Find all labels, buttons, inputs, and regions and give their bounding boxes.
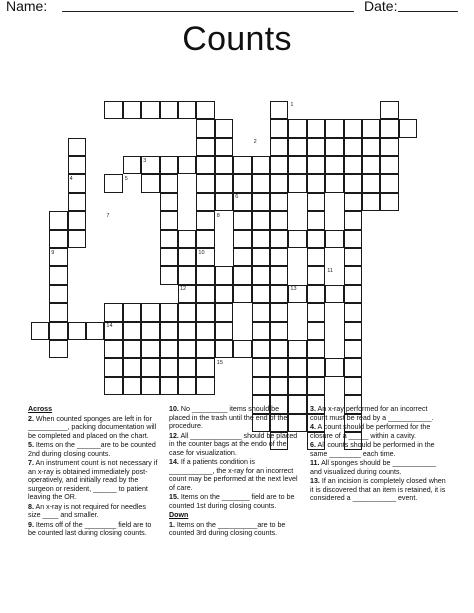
across-heading: Across xyxy=(28,405,53,413)
grid-cell[interactable] xyxy=(233,340,251,358)
grid-cell[interactable] xyxy=(178,358,196,376)
grid-cell[interactable] xyxy=(252,322,270,340)
grid-cell[interactable] xyxy=(123,101,141,119)
grid-cell[interactable] xyxy=(233,156,251,174)
grid-cell[interactable] xyxy=(196,156,214,174)
clue-item xyxy=(310,405,446,422)
grid-cell[interactable] xyxy=(49,266,67,284)
grid-cell[interactable] xyxy=(160,358,178,376)
grid-cell[interactable] xyxy=(270,377,288,395)
grid-cell[interactable] xyxy=(252,174,270,192)
clue-text: Items on the _______ field are to be counted 1st during closing counts. xyxy=(169,493,295,510)
clue-item xyxy=(28,503,160,520)
grid-cell[interactable] xyxy=(270,174,288,192)
page-title: Counts xyxy=(182,20,292,58)
clue-number: 15 xyxy=(216,359,223,366)
grid-cell[interactable] xyxy=(160,211,178,229)
grid-cell[interactable] xyxy=(141,174,159,192)
clue-number: 3 xyxy=(143,157,147,164)
grid-cell[interactable] xyxy=(160,303,178,321)
grid-cell[interactable] xyxy=(215,174,233,192)
grid-cell[interactable] xyxy=(141,322,159,340)
grid-cell[interactable] xyxy=(252,230,270,248)
clue-number: 1 xyxy=(290,102,294,109)
clue-text: A count should be performed for the closure of a _____ within a cavity. xyxy=(310,423,431,440)
grid-cell[interactable] xyxy=(68,322,86,340)
clue-text: All counts should be performed in the same ________ each time. xyxy=(310,441,435,458)
grid-cell[interactable] xyxy=(344,193,362,211)
grid-cell[interactable] xyxy=(196,266,214,284)
grid-cell[interactable] xyxy=(344,266,362,284)
grid-cell[interactable] xyxy=(196,230,214,248)
grid-cell[interactable] xyxy=(141,377,159,395)
grid-cell[interactable] xyxy=(233,285,251,303)
grid-cell[interactable] xyxy=(270,248,288,266)
grid-cell[interactable] xyxy=(141,358,159,376)
grid-cell[interactable] xyxy=(307,266,325,284)
grid-cell[interactable] xyxy=(325,138,343,156)
grid-cell[interactable] xyxy=(307,285,325,303)
clue-item xyxy=(310,459,446,476)
grid-cell[interactable] xyxy=(252,358,270,376)
clue-number-label: 10. xyxy=(169,405,179,413)
grid-cell[interactable] xyxy=(141,340,159,358)
grid-cell[interactable] xyxy=(68,193,86,211)
grid-cell[interactable] xyxy=(68,138,86,156)
grid-cell[interactable] xyxy=(160,377,178,395)
grid-cell[interactable] xyxy=(288,230,306,248)
grid-cell[interactable] xyxy=(325,156,343,174)
grid-cell[interactable] xyxy=(307,230,325,248)
grid-cell[interactable] xyxy=(196,119,214,137)
grid-cell[interactable] xyxy=(196,193,214,211)
clue-number: 11 xyxy=(327,267,333,274)
grid-cell[interactable] xyxy=(31,322,49,340)
grid-cell[interactable] xyxy=(270,322,288,340)
grid-cell[interactable] xyxy=(380,101,398,119)
grid-cell[interactable] xyxy=(160,174,178,192)
clue-number-label: 3. xyxy=(310,405,316,413)
grid-cell[interactable] xyxy=(252,266,270,284)
grid-cell[interactable] xyxy=(178,322,196,340)
grid-cell[interactable] xyxy=(160,340,178,358)
grid-cell[interactable] xyxy=(362,119,380,137)
grid-cell[interactable] xyxy=(215,285,233,303)
grid-cell[interactable] xyxy=(141,101,159,119)
clue-number-label: 13. xyxy=(310,477,320,485)
grid-cell[interactable] xyxy=(307,119,325,137)
grid-cell[interactable] xyxy=(399,119,417,137)
grid-cell[interactable] xyxy=(307,340,325,358)
clue-number: 6 xyxy=(235,194,239,201)
grid-cell[interactable] xyxy=(123,358,141,376)
clue-number: 8 xyxy=(216,212,220,219)
clue-number-label: 11. xyxy=(310,459,320,467)
grid-cell[interactable] xyxy=(160,193,178,211)
grid-cell[interactable] xyxy=(196,211,214,229)
grid-cell[interactable] xyxy=(196,285,214,303)
grid-cell[interactable] xyxy=(123,340,141,358)
grid-cell[interactable] xyxy=(160,266,178,284)
grid-cell[interactable] xyxy=(215,193,233,211)
clue-text: All _____________ should be placed in the counter bags at the endo of the case for visualization. xyxy=(169,431,298,457)
grid-cell[interactable] xyxy=(196,138,214,156)
grid-cell[interactable] xyxy=(178,248,196,266)
clue-item xyxy=(310,477,446,503)
clue-item xyxy=(28,415,160,441)
grid-cell[interactable] xyxy=(49,303,67,321)
clue-number: 10 xyxy=(198,249,205,256)
grid-cell[interactable] xyxy=(307,322,325,340)
grid-cell[interactable] xyxy=(215,340,233,358)
grid-cell[interactable] xyxy=(307,156,325,174)
grid-cell[interactable] xyxy=(380,119,398,137)
grid-cell[interactable] xyxy=(104,340,122,358)
grid-cell[interactable] xyxy=(362,138,380,156)
grid-cell[interactable] xyxy=(68,211,86,229)
grid-cell[interactable] xyxy=(123,303,141,321)
grid-cell[interactable] xyxy=(270,138,288,156)
grid-cell[interactable] xyxy=(362,193,380,211)
grid-cell[interactable] xyxy=(215,119,233,137)
grid-cell[interactable] xyxy=(68,156,86,174)
date-label: Date: xyxy=(364,0,398,14)
clue-text: If a patients condition is ___________, the x-ray for an incorrect count may be performed at the next level of care. xyxy=(169,458,298,492)
grid-cell[interactable] xyxy=(344,230,362,248)
grid-cell[interactable] xyxy=(252,340,270,358)
grid-cell[interactable] xyxy=(288,119,306,137)
clue-text: An x-ray performed for an incorrect count must be read by a ___________. xyxy=(310,405,434,422)
clue-text: An x-ray is not required for needles size ____ and smaller. xyxy=(28,502,146,519)
grid-cell[interactable] xyxy=(307,358,325,376)
grid-cell[interactable] xyxy=(178,377,196,395)
clue-text: Items on the __________are to be counted 3rd during closing counts. xyxy=(169,520,286,537)
grid-cell[interactable] xyxy=(270,101,288,119)
grid-cell[interactable] xyxy=(362,174,380,192)
grid-cell[interactable] xyxy=(196,303,214,321)
grid-cell[interactable] xyxy=(233,230,251,248)
grid-cell[interactable] xyxy=(160,248,178,266)
grid-cell[interactable] xyxy=(344,248,362,266)
grid-cell[interactable] xyxy=(344,377,362,395)
grid-cell[interactable] xyxy=(196,322,214,340)
grid-cell[interactable] xyxy=(270,193,288,211)
clue-item xyxy=(28,521,160,538)
grid-cell[interactable] xyxy=(215,138,233,156)
clue-number: 7 xyxy=(106,212,110,219)
clue-number: 4 xyxy=(69,175,73,182)
clue-item xyxy=(169,405,301,431)
grid-cell[interactable] xyxy=(270,156,288,174)
grid-cell[interactable] xyxy=(270,230,288,248)
grid-cell[interactable] xyxy=(252,377,270,395)
grid-cell[interactable] xyxy=(270,119,288,137)
grid-cell[interactable] xyxy=(362,156,380,174)
grid-cell[interactable] xyxy=(252,193,270,211)
clue-item xyxy=(28,459,160,502)
clue-item xyxy=(28,441,160,458)
grid-cell[interactable] xyxy=(160,101,178,119)
grid-cell[interactable] xyxy=(288,138,306,156)
clue-number: 9 xyxy=(51,249,55,256)
grid-cell[interactable] xyxy=(104,101,122,119)
grid-cell[interactable] xyxy=(178,156,196,174)
clue-number-label: 7. xyxy=(28,459,34,467)
clue-number-label: 5. xyxy=(28,441,34,449)
name-label: Name: xyxy=(6,0,48,14)
grid-cell[interactable] xyxy=(233,248,251,266)
grid-cell[interactable] xyxy=(49,230,67,248)
grid-cell[interactable] xyxy=(233,174,251,192)
clue-text: No _________ items should be placed in the trash until the end of the procedure. xyxy=(169,405,288,430)
clues-across-column-2 xyxy=(169,405,301,539)
grid-cell[interactable] xyxy=(344,358,362,376)
clue-item xyxy=(310,423,446,440)
grid-cell[interactable] xyxy=(325,119,343,137)
grid-cell[interactable] xyxy=(325,358,343,376)
grid-cell[interactable] xyxy=(252,211,270,229)
grid-cell[interactable] xyxy=(196,101,214,119)
grid-cell[interactable] xyxy=(252,285,270,303)
grid-cell[interactable] xyxy=(104,303,122,321)
clue-item xyxy=(310,441,446,458)
grid-cell[interactable] xyxy=(270,266,288,284)
grid-cell[interactable] xyxy=(380,138,398,156)
grid-cell[interactable] xyxy=(307,211,325,229)
grid-cell[interactable] xyxy=(252,156,270,174)
grid-cell[interactable] xyxy=(270,340,288,358)
grid-cell[interactable] xyxy=(252,303,270,321)
clue-number-label: 9. xyxy=(28,520,34,529)
grid-cell[interactable] xyxy=(178,303,196,321)
grid-cell[interactable] xyxy=(288,156,306,174)
grid-cell[interactable] xyxy=(178,340,196,358)
grid-cell[interactable] xyxy=(123,322,141,340)
grid-cell[interactable] xyxy=(270,358,288,376)
clue-number: 13 xyxy=(290,286,297,293)
clue-number-label: 2. xyxy=(28,414,34,423)
grid-cell[interactable] xyxy=(344,285,362,303)
grid-cell[interactable] xyxy=(344,340,362,358)
grid-cell[interactable] xyxy=(288,340,306,358)
clue-text: When counted sponges are left in for __________, packing documentation will be completed and placed on the chart. xyxy=(28,414,157,440)
clue-item xyxy=(169,458,301,492)
grid-cell[interactable] xyxy=(178,266,196,284)
grid-cell[interactable] xyxy=(380,174,398,192)
grid-cell[interactable] xyxy=(178,230,196,248)
clue-number-label: 15. xyxy=(169,493,179,501)
clue-item xyxy=(169,521,301,538)
clue-text: All sponges should be ___________ and visualized during counts. xyxy=(310,459,436,476)
grid-cell[interactable] xyxy=(49,322,67,340)
grid-cell[interactable] xyxy=(123,156,141,174)
clue-number-label: 12. xyxy=(169,431,179,440)
clue-number-label: 1. xyxy=(169,520,175,529)
grid-cell[interactable] xyxy=(196,174,214,192)
clue-number: 12 xyxy=(180,286,187,293)
grid-cell[interactable] xyxy=(104,174,122,192)
grid-cell[interactable] xyxy=(307,138,325,156)
grid-cell[interactable] xyxy=(215,156,233,174)
clue-number-label: 8. xyxy=(28,502,34,511)
grid-cell[interactable] xyxy=(215,322,233,340)
grid-cell[interactable] xyxy=(215,303,233,321)
grid-cell[interactable] xyxy=(178,101,196,119)
clue-number-label: 4. xyxy=(310,423,316,431)
grid-cell[interactable] xyxy=(270,303,288,321)
grid-cell[interactable] xyxy=(270,211,288,229)
grid-cell[interactable] xyxy=(196,340,214,358)
grid-cell[interactable] xyxy=(233,266,251,284)
grid-cell[interactable] xyxy=(344,303,362,321)
grid-cell[interactable] xyxy=(49,285,67,303)
grid-cell[interactable] xyxy=(344,138,362,156)
grid-cell[interactable] xyxy=(104,377,122,395)
clue-item xyxy=(169,432,301,458)
grid-cell[interactable] xyxy=(233,211,251,229)
grid-cell[interactable] xyxy=(307,303,325,321)
clue-number: 14 xyxy=(106,323,113,330)
clue-item xyxy=(169,493,301,510)
grid-cell[interactable] xyxy=(307,193,325,211)
grid-cell[interactable] xyxy=(380,193,398,211)
clue-number: 2 xyxy=(253,139,257,146)
grid-cell[interactable] xyxy=(68,230,86,248)
grid-cell[interactable] xyxy=(307,377,325,395)
grid-cell[interactable] xyxy=(160,322,178,340)
clues-across-column-1 xyxy=(28,405,160,539)
clue-number: 5 xyxy=(124,175,128,182)
grid-cell[interactable] xyxy=(288,377,306,395)
grid-cell[interactable] xyxy=(49,340,67,358)
clues-down-column-3 xyxy=(310,405,446,504)
grid-cell[interactable] xyxy=(307,248,325,266)
grid-cell[interactable] xyxy=(325,230,343,248)
grid-cell[interactable] xyxy=(270,285,288,303)
grid-cell[interactable] xyxy=(344,156,362,174)
grid-cell[interactable] xyxy=(325,174,343,192)
grid-cell[interactable] xyxy=(104,358,122,376)
grid-cell[interactable] xyxy=(215,266,233,284)
grid-cell[interactable] xyxy=(123,377,141,395)
clue-text: Items off of the ________ field are to be counted last during closing counts. xyxy=(28,520,152,537)
grid-cell[interactable] xyxy=(344,322,362,340)
grid-cell[interactable] xyxy=(49,211,67,229)
grid-cell[interactable] xyxy=(325,285,343,303)
grid-cell[interactable] xyxy=(141,303,159,321)
grid-cell[interactable] xyxy=(344,211,362,229)
grid-cell[interactable] xyxy=(344,174,362,192)
clue-text: An instrument count is not necessary if an x-ray is obtained immediately post-operatively, and initially read by the surgeon or resident, ______ to patient leaving the OR. xyxy=(28,459,158,501)
grid-cell[interactable] xyxy=(196,377,214,395)
grid-cell[interactable] xyxy=(344,119,362,137)
down-heading: Down xyxy=(169,511,189,519)
grid-cell[interactable] xyxy=(196,358,214,376)
grid-cell[interactable] xyxy=(380,156,398,174)
grid-cell[interactable] xyxy=(288,358,306,376)
clue-text: Items on the ______are to be counted 2nd during closing counts. xyxy=(28,441,156,458)
grid-cell[interactable] xyxy=(288,174,306,192)
clue-text: If an incision is completely closed when it is discovered that an item is retained, it is considered a ___________ event. xyxy=(310,477,446,502)
grid-cell[interactable] xyxy=(307,174,325,192)
grid-cell[interactable] xyxy=(86,322,104,340)
clue-number-label: 14. xyxy=(169,458,179,466)
grid-cell[interactable] xyxy=(160,156,178,174)
clue-number-label: 6. xyxy=(310,441,316,449)
grid-cell[interactable] xyxy=(252,248,270,266)
grid-cell[interactable] xyxy=(160,230,178,248)
